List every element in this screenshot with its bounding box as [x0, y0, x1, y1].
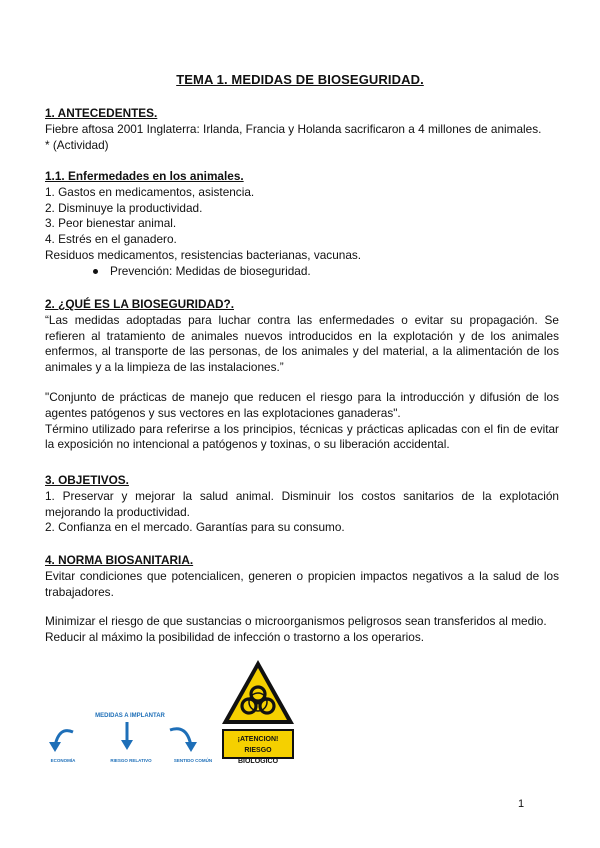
bullet-item — [45, 264, 559, 280]
paragraph: Residuos medicamentos, resistencias bacterianas, vacunas. — [45, 247, 362, 262]
section-heading: 1. ANTECEDENTES. — [45, 106, 158, 120]
paragraph: Término utilizado para referirse a los principios, técnicas y prácticas aplicadas con el fin de evitar la exposición no intencional a patógenos y toxinas, o su liberación accidental. — [45, 421, 559, 452]
list-item: 4. Estrés en el ganadero. — [45, 232, 177, 247]
diagram-header: MEDIDAS A IMPLANTAR — [95, 713, 165, 719]
section-heading: 1.1. Enfermedades en los animales. — [45, 169, 244, 183]
section-heading: 3. OBJETIVOS. — [45, 473, 129, 487]
sign-line-1: ¡ATENCION! — [237, 736, 279, 743]
list-item: 1. Gastos en medicamentos, asistencia. — [45, 184, 255, 199]
paragraph: 2. Confianza en el mercado. Garantías para su consumo. — [45, 520, 345, 535]
sign-line-2: RIESGO BIOLOGICO — [237, 747, 279, 765]
paragraph: Reducir al máximo la posibilidad de infección o trastorno a los operarios. — [45, 630, 425, 645]
paragraph: * (Actividad) — [45, 137, 109, 152]
paragraph: Evitar condiciones que potencialicen, generen o propicien impactos negativos a la salud de los trabajadores. — [45, 568, 559, 599]
paragraph: “Las medidas adoptadas para luchar contra las enfermedades o evitar su propagación. Se refieren al tratamiento de animales nuevos introducidos en la explotación y de los animales enfermos, al transporte de las personas, de los animales y del material, a la alimentación de los animales y a la limpieza de las instalaciones.” — [45, 312, 559, 375]
diagram-label: RIESGO RELATIVO — [110, 758, 152, 763]
medidas-diagram — [45, 708, 235, 768]
section-heading: 4. NORMA BIOSANITARIA. — [45, 553, 194, 567]
paragraph: 1. Preservar y mejorar la salud animal. Disminuir los costos sanitarios de la explotación mejorando la productividad. — [45, 488, 559, 519]
arrow-right-head-icon — [185, 742, 197, 752]
page-title: TEMA 1. MEDIDAS DE BIOSEGURIDAD. — [176, 72, 424, 87]
diagram-label: SENTIDO COMÚN — [173, 758, 213, 763]
paragraph: Minimizar el riesgo de que sustancias o microorganismos peligrosos sean transferidos al medio. — [45, 614, 547, 629]
section-antecedentes — [45, 106, 559, 153]
section-norma — [45, 553, 559, 646]
paragraph: Fiebre aftosa 2001 Inglaterra: Irlanda, Francia y Holanda sacrificaron a 4 millones de animales. — [45, 121, 542, 136]
paragraph: "Conjunto de prácticas de manejo que reducen el riesgo para la introducción y difusión de los agentes patógenos y sus vectores en las explotaciones ganaderas". — [45, 389, 559, 420]
biohazard-center-icon — [256, 700, 261, 705]
arrow-down-head-icon — [121, 740, 133, 750]
warning-triangle-fill — [229, 668, 287, 720]
diagram-label: ECONOMÍA — [50, 758, 76, 763]
section-enfermedades — [45, 169, 559, 280]
section-heading: 2. ¿QUÉ ES LA BIOSEGURIDAD?. — [45, 297, 234, 311]
biohazard-label — [222, 729, 294, 765]
list-item: 2. Disminuye la productividad. — [45, 200, 203, 215]
page-number: 1 — [518, 798, 525, 810]
list-item: 3. Peor bienestar animal. — [45, 216, 177, 231]
bullet-icon — [93, 269, 98, 274]
section-objetivos — [45, 473, 559, 536]
bullet-text: Prevención: Medidas de bioseguridad. — [110, 263, 311, 278]
arrow-left-head-icon — [49, 742, 61, 752]
section-que-es — [45, 297, 559, 453]
